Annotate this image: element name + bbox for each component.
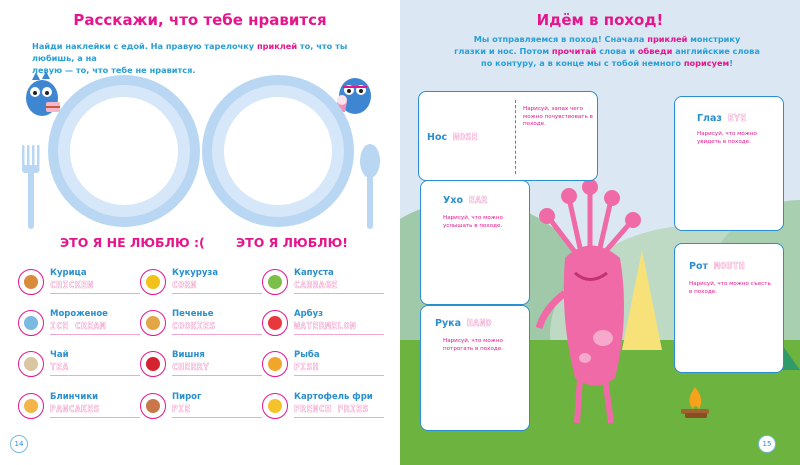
food-name-ru: Рыба: [294, 350, 320, 360]
card-nose[interactable]: [418, 91, 598, 181]
food-item: [18, 267, 138, 300]
food-name-ru: Чай: [50, 350, 69, 360]
food-item: [140, 349, 260, 382]
trace-line: [50, 375, 140, 376]
food-icon: [140, 393, 166, 419]
card-ear-hint: Нарисуй, что можно услышать в походе.: [443, 215, 503, 229]
card-eye-word: [697, 113, 747, 124]
trace-line: [50, 293, 140, 294]
instr-highlight: приклей: [647, 34, 688, 44]
food-name-ru: Картофель фри: [294, 392, 373, 402]
divider: [515, 100, 516, 174]
word-ru: Рот: [689, 261, 708, 272]
instr-text: по контуру, а в конце мы с тобой немного: [481, 58, 684, 68]
left-instructions: [32, 40, 372, 76]
food-name-ru: Арбуз: [294, 309, 324, 319]
trace-line: [50, 334, 140, 335]
trace-line: [294, 293, 384, 294]
card-mouth[interactable]: [674, 243, 784, 373]
food-name-en-trace[interactable]: WATERMELON: [294, 321, 357, 332]
trace-line: [172, 334, 262, 335]
card-eye[interactable]: [674, 96, 784, 231]
food-name-en-trace[interactable]: PIE: [172, 404, 191, 415]
food-item: [18, 349, 138, 382]
campfire-icon: [675, 385, 715, 421]
food-name-en-trace[interactable]: CHERRY: [172, 362, 210, 373]
food-icon: [18, 310, 44, 336]
label-dislike: ЭТО Я НЕ ЛЮБЛЮ :(: [60, 235, 205, 250]
food-item: [262, 349, 382, 382]
food-icon: [140, 351, 166, 377]
food-name-en-trace[interactable]: PANCAKES: [50, 404, 100, 415]
page-number-left: 14: [10, 435, 28, 453]
instr-text: !: [729, 58, 733, 68]
food-name-en-trace[interactable]: CABBAGE: [294, 280, 338, 291]
food-icon: [262, 393, 288, 419]
spoon-icon: [357, 143, 383, 229]
instr-text: слова и: [596, 46, 638, 56]
trace-line: [294, 334, 384, 335]
food-icon: [18, 393, 44, 419]
word-en[interactable]: MOUTH: [714, 261, 746, 272]
plate-dislike[interactable]: [48, 75, 200, 227]
card-nose-hint: Нарисуй, запах чего можно почувствовать в походе.: [523, 106, 593, 127]
card-ear-word: [443, 195, 488, 206]
word-en[interactable]: EYE: [727, 113, 747, 124]
instr-text: Мы отправляемся в поход! Сначала: [473, 34, 648, 44]
instr-highlight: прочитай: [551, 46, 597, 56]
card-hand-hint: Нарисуй, что можно потрогать в походе.: [443, 338, 503, 352]
word-en[interactable]: HAND: [467, 318, 492, 329]
instr-highlight: обведи: [637, 46, 673, 56]
food-name-ru: Курица: [50, 268, 87, 278]
food-icon: [140, 269, 166, 295]
food-name-ru: Мороженое: [50, 309, 108, 319]
card-mouth-hint: Нарисуй, что можно съесть в походе.: [689, 281, 771, 295]
word-ru: Глаз: [697, 113, 722, 124]
card-hand[interactable]: [420, 305, 530, 431]
left-page-title: Расскажи, что тебе нравится: [73, 11, 327, 29]
trace-line: [172, 417, 262, 418]
food-name-ru: Вишня: [172, 350, 205, 360]
food-name-en-trace[interactable]: CORN: [172, 280, 197, 291]
food-name-en-trace[interactable]: CHICKEN: [50, 280, 94, 291]
food-icon: [262, 351, 288, 377]
food-name-ru: Кукуруза: [172, 268, 219, 278]
food-item: [140, 267, 260, 300]
trace-line: [172, 375, 262, 376]
right-page: [400, 0, 800, 465]
plate-like[interactable]: [202, 75, 354, 227]
food-item: [262, 267, 382, 300]
card-mouth-word: [689, 261, 745, 272]
food-item: [140, 308, 260, 341]
food-icon: [140, 310, 166, 336]
word-en[interactable]: NOSE: [453, 132, 478, 143]
card-ear[interactable]: [420, 180, 530, 305]
right-instructions: [452, 33, 762, 69]
trace-line: [294, 375, 384, 376]
fork-icon: [18, 145, 44, 229]
instr-text: английские слова: [672, 46, 760, 56]
card-hand-word: [435, 318, 492, 329]
food-name-ru: Блинчики: [50, 392, 99, 402]
food-item: [262, 308, 382, 341]
label-like: ЭТО Я ЛЮБЛЮ!: [236, 235, 348, 250]
instr-highlight: приклей: [256, 41, 298, 51]
food-name-ru: Печенье: [172, 309, 214, 319]
instr-text: левую — то, что тебе не нравится.: [32, 65, 196, 75]
food-name-ru: Пирог: [172, 392, 202, 402]
word-ru: Рука: [435, 318, 462, 329]
page-number-right: 15: [758, 435, 776, 453]
right-page-title: Идём в поход!: [536, 11, 664, 29]
word-en[interactable]: EAR: [468, 195, 488, 206]
food-icon: [18, 269, 44, 295]
food-name-en-trace[interactable]: FRENCH FRIES: [294, 404, 369, 415]
food-name-en-trace[interactable]: ICE CREAM: [50, 321, 106, 332]
food-name-en-trace[interactable]: TEA: [50, 362, 69, 373]
food-icon: [18, 351, 44, 377]
trace-line: [294, 417, 384, 418]
instr-text: глазки и нос. Потом: [454, 46, 552, 56]
food-name-en-trace[interactable]: COOKIES: [172, 321, 216, 332]
trace-line: [50, 417, 140, 418]
instr-highlight: порисуем: [683, 58, 730, 68]
trace-line: [172, 293, 262, 294]
word-ru: Нос: [427, 132, 448, 143]
food-name-en-trace[interactable]: FISH: [294, 362, 319, 373]
word-ru: Ухо: [443, 195, 463, 206]
instr-text: Найди наклейки с едой. На правую тарелочку: [32, 41, 257, 51]
food-item: [18, 308, 138, 341]
instr-text: монстрику: [687, 34, 741, 44]
food-item: [262, 391, 382, 424]
pink-monster-icon: [535, 178, 645, 428]
card-nose-word: [427, 132, 478, 143]
food-name-ru: Капуста: [294, 268, 334, 278]
food-icon: [262, 269, 288, 295]
instr-text: то, что ты любишь, а на: [32, 41, 348, 63]
food-icon: [262, 310, 288, 336]
food-item: [140, 391, 260, 424]
food-item: [18, 391, 138, 424]
card-eye-hint: Нарисуй, что можно увидеть в походе.: [697, 131, 757, 145]
